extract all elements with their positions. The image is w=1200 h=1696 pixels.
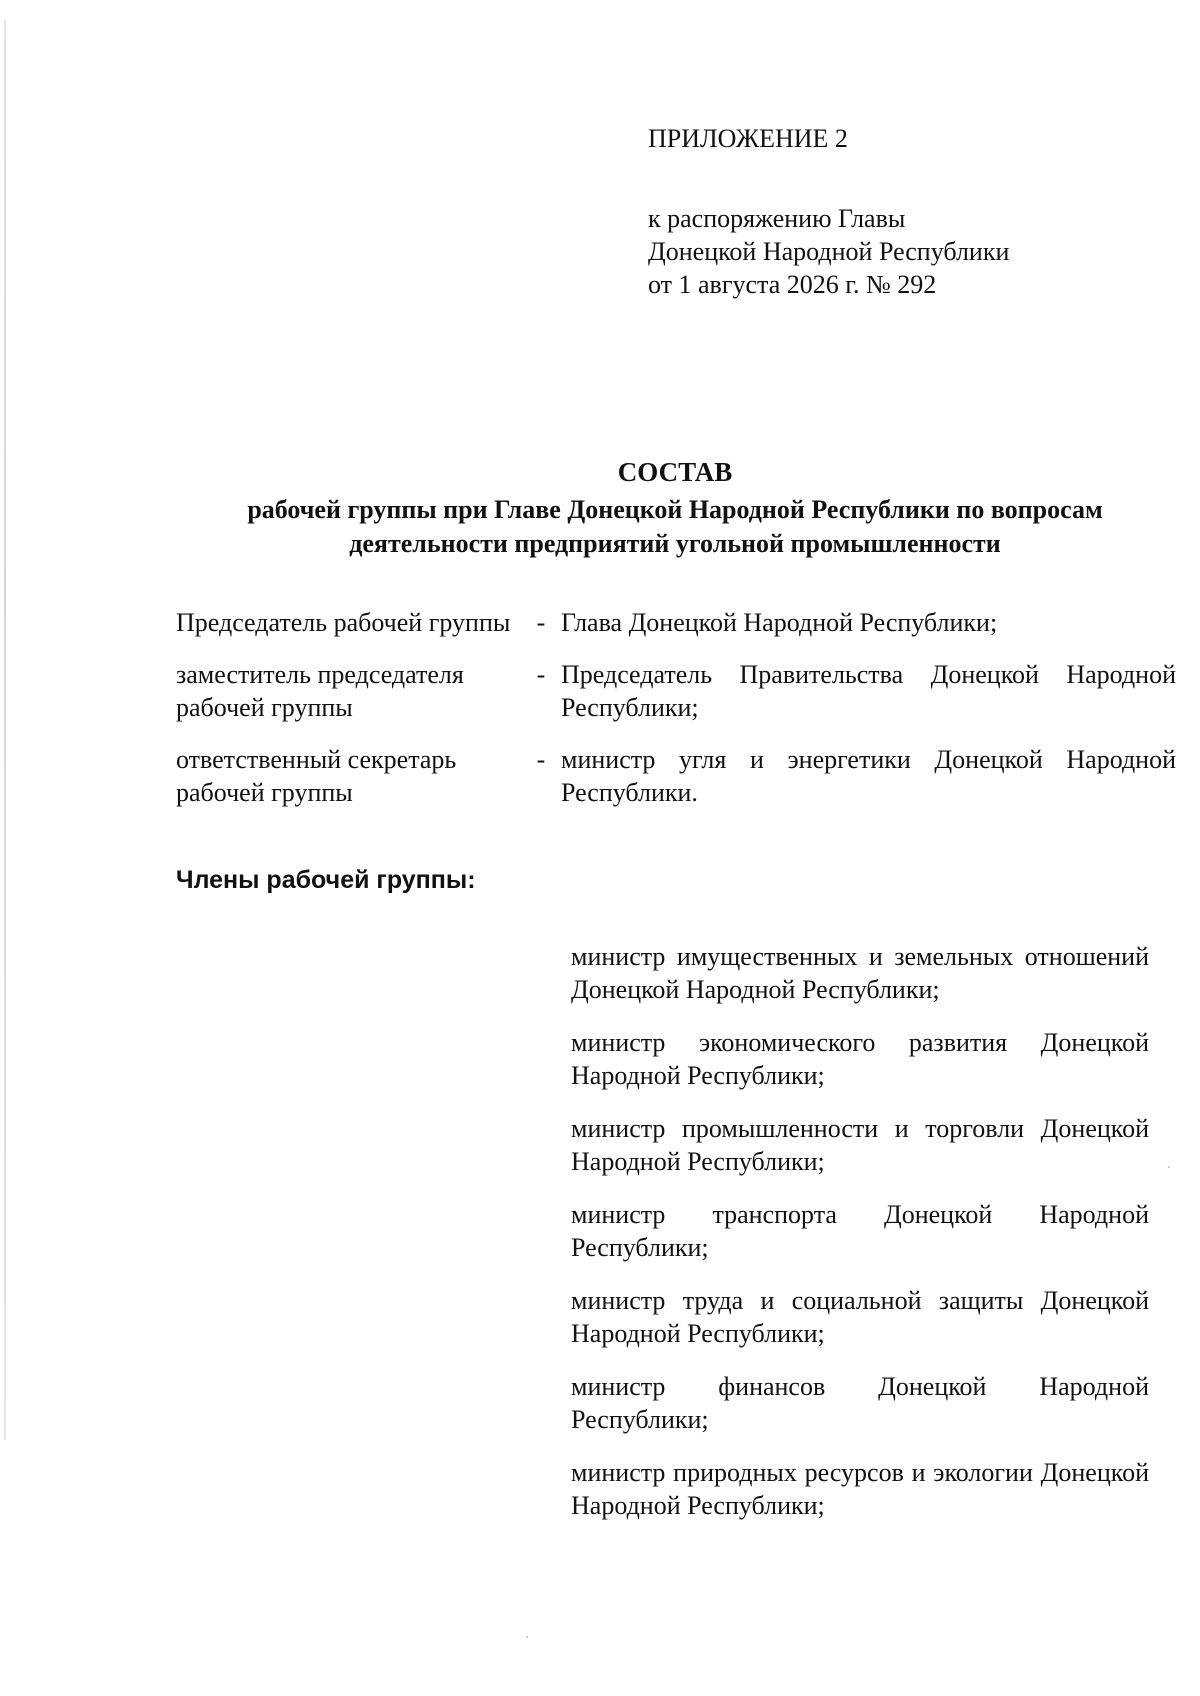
member-item: министр промышленности и торговли Донецкой Народной Республики;	[571, 1114, 1149, 1176]
role-dash: -	[536, 660, 546, 689]
role-description: Председатель Правительства Донецкой Народной Республики;	[561, 660, 1176, 722]
reference-line: от 1 августа 2026 г. № 292	[648, 270, 937, 299]
role-title: заместитель председателя рабочей группы	[176, 660, 464, 722]
member-item: министр имущественных и земельных отношений Донецкой Народной Республики;	[571, 942, 1149, 1004]
role-title: ответственный секретарь рабочей группы	[176, 745, 457, 807]
document-title	[180, 455, 1170, 561]
role-row	[176, 606, 1176, 639]
scan-speck	[526, 1636, 528, 1638]
member-item: министр труда и социальной защиты Донецкой Народной Республики;	[571, 1286, 1149, 1348]
role-description: министр угля и энергетики Донецкой Народной Республики.	[561, 745, 1176, 807]
role-row	[176, 743, 1176, 809]
scan-speck	[1168, 1166, 1170, 1168]
title-subtitle-line: рабочей группы при Главе Донецкой Народной Республики по вопросам	[247, 495, 1103, 524]
role-description: Глава Донецкой Народной Республики;	[561, 608, 998, 637]
role-dash: -	[536, 608, 546, 637]
member-item: министр природных ресурсов и экологии Донецкой Народной Республики;	[571, 1458, 1149, 1520]
members-list	[571, 940, 1149, 1542]
member-item: министр транспорта Донецкой Народной Республики;	[571, 1200, 1149, 1262]
members-heading: Члены рабочей группы:	[176, 866, 476, 894]
title-subtitle-line: деятельности предприятий угольной промышленности	[349, 529, 1001, 558]
document-reference	[648, 202, 1009, 301]
role-dash: -	[536, 745, 546, 774]
reference-line: к распоряжению Главы	[648, 204, 906, 233]
annex-label: ПРИЛОЖЕНИЕ 2	[648, 124, 848, 153]
role-title: Председатель рабочей группы	[176, 608, 511, 637]
member-item: министр экономического развития Донецкой Народной Республики;	[571, 1028, 1149, 1090]
title-main: СОСТАВ	[617, 457, 733, 487]
member-item: министр финансов Донецкой Народной Республики;	[571, 1372, 1149, 1434]
scan-edge-line	[4, 20, 6, 1440]
role-row	[176, 658, 1176, 724]
reference-line: Донецкой Народной Республики	[648, 237, 1010, 266]
leadership-list	[176, 606, 1176, 828]
